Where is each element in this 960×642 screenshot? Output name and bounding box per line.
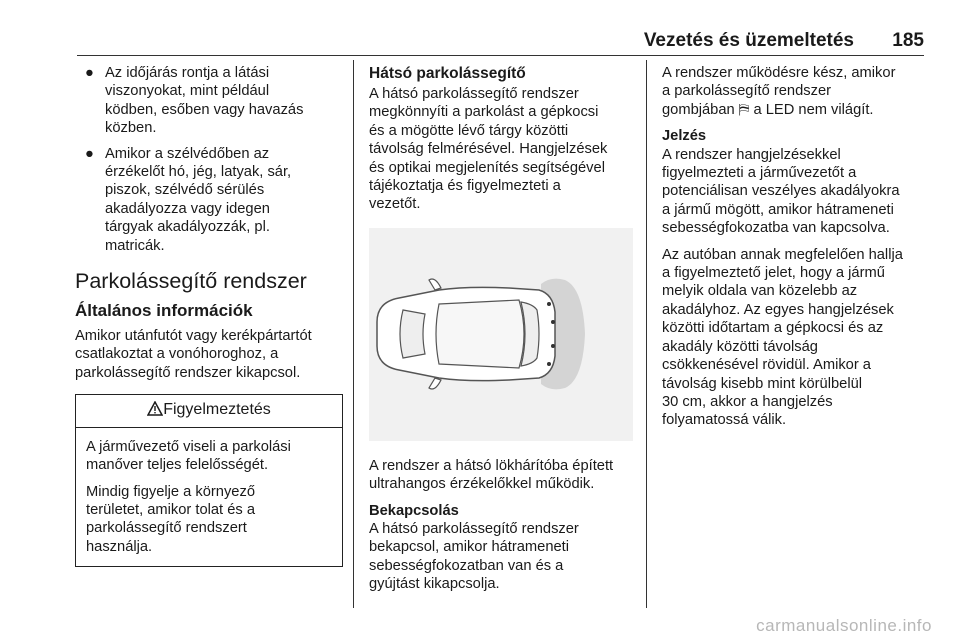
subsection-title: Általános információk	[75, 301, 253, 321]
text-line: sebességfokozatban van és a	[369, 557, 564, 574]
text-line: Az autóban annak megfelelően hallja	[662, 246, 903, 263]
text-line: matricák.	[105, 237, 165, 254]
text-line: csökkenésével rövidül. Amikor a	[662, 357, 871, 374]
text-line: a parkolássegítő rendszer	[662, 83, 831, 100]
text-line: 30 cm, akkor a hangjelzés	[662, 393, 833, 410]
warning-body	[76, 428, 342, 566]
section-title: Parkolássegítő rendszer	[75, 269, 307, 294]
text-line: vezetőt.	[369, 196, 421, 213]
warning-paragraph-1	[86, 438, 332, 475]
text-line: távolság felmérésével. Hangjelzések	[369, 141, 608, 158]
warning-paragraph-2	[86, 483, 332, 557]
text-line: akadályhoz. Az egyes hangjelzések	[662, 301, 894, 318]
text-line: közötti időtartam a gépkocsi és az	[662, 320, 884, 337]
car-sensor-illustration	[369, 228, 633, 441]
bullet-item-weather	[75, 64, 343, 138]
page-number: 185	[892, 30, 924, 51]
text-line: gombjában ⛿ a LED nem világít.	[662, 101, 874, 118]
ready-paragraph	[662, 64, 932, 119]
text-line: parkolássegítő rendszer kikapcsol.	[75, 364, 301, 381]
text-line: akadály közötti távolság	[662, 338, 818, 355]
watermark: carmanualsonline.info	[756, 616, 932, 635]
text-line: Az időjárás rontja a látási	[105, 65, 270, 81]
column-divider-2	[646, 60, 647, 608]
text-line: csatlakoztat a vonóhoroghoz, a	[75, 346, 279, 363]
text-line: piszok, szélvédő sérülés	[105, 182, 265, 199]
text-line: A rendszer a hátsó lökhárítóba épített	[369, 457, 614, 474]
warning-header	[76, 395, 342, 427]
warning-triangle-icon	[147, 401, 163, 416]
car-top-view-icon	[369, 228, 633, 441]
text-line: a figyelmeztető jelet, hogy a jármű	[662, 265, 885, 282]
text-line: ködben, esőben vagy havazás	[105, 101, 304, 118]
text-line: potenciálisan veszélyes akadályokra	[662, 183, 900, 200]
text-line: Amikor utánfutót vagy kerékpártartót	[75, 328, 312, 345]
text-line: Mindig figyelje a környező	[86, 483, 255, 500]
warning-signal-paragraph	[662, 246, 932, 430]
text-line: területet, amikor tolat és a	[86, 501, 255, 518]
signal-heading: Jelzés	[662, 128, 707, 145]
text-line: folyamatossá válik.	[662, 412, 787, 429]
rear-park-assist-title: Hátsó parkolássegítő	[369, 65, 526, 82]
text-line: távolság kisebb mint körülbelül	[662, 375, 863, 392]
column-divider-1	[353, 60, 354, 608]
warning-box	[75, 394, 343, 567]
rear-park-assist-description	[369, 85, 633, 214]
text-line: A hátsó parkolássegítő rendszer	[369, 521, 579, 538]
text-line: sebességfokozatba van kapcsolva.	[662, 220, 890, 237]
bullet-item-windshield	[75, 145, 343, 255]
enable-paragraph	[369, 520, 633, 594]
enable-heading: Bekapcsolás	[369, 502, 459, 519]
warning-title: Figyelmeztetés	[163, 401, 271, 419]
text-line: ultrahangos érzékelőkkel működik.	[369, 476, 595, 493]
text-line: melyik oldala van közelebb az	[662, 283, 858, 300]
text-line: manőver teljes felelősségét.	[86, 457, 269, 474]
text-line: és a mögötte lévő tárgy közötti	[369, 122, 569, 139]
signal-paragraph	[662, 146, 932, 238]
header-title: Vezetés és üzemeltetés	[643, 30, 854, 51]
text-line: A hátsó parkolássegítő rendszer	[369, 86, 579, 102]
column-2	[369, 64, 633, 602]
text-line: parkolássegítő rendszert	[86, 520, 247, 537]
text-line: és optikai megjelenítés segítségével	[369, 159, 605, 176]
text-line: közben.	[105, 120, 157, 137]
text-line: megkönnyíti a parkolást a gépkocsi	[369, 104, 599, 121]
text-line: gyújtást kikapcsolja.	[369, 576, 500, 593]
page-header	[77, 22, 924, 52]
header-rule	[77, 55, 924, 56]
text-line: a jármű mögött, amikor hátrameneti	[662, 201, 894, 218]
text-line: érzékelőt hó, jég, latyak, sár,	[105, 164, 292, 181]
bullet-dot: ●	[85, 65, 94, 81]
text-line: bekapcsol, amikor hátrameneti	[369, 539, 570, 556]
text-line: tájékoztatja és figyelmezteti a	[369, 178, 561, 195]
text-line: viszonyokat, mint például	[105, 83, 270, 100]
text-line: akadályozza vagy idegen	[105, 200, 270, 217]
text-line: figyelmezteti a járművezetőt a	[662, 165, 857, 182]
bullet-dot: ●	[85, 145, 94, 162]
text-line: használja.	[86, 538, 153, 555]
text-line: Amikor a szélvédőben az	[105, 145, 270, 162]
sensor-description	[369, 457, 633, 494]
text-line: tárgyak akadályozzák, pl.	[105, 219, 270, 236]
text-line: A rendszer működésre kész, amikor	[662, 65, 896, 81]
text-line: A járművezető viseli a parkolási	[86, 438, 291, 455]
text-line: A rendszer hangjelzésekkel	[662, 146, 841, 163]
column-1	[75, 64, 343, 567]
bullet-list	[75, 64, 343, 255]
intro-paragraph	[75, 327, 343, 382]
column-3	[662, 64, 932, 438]
